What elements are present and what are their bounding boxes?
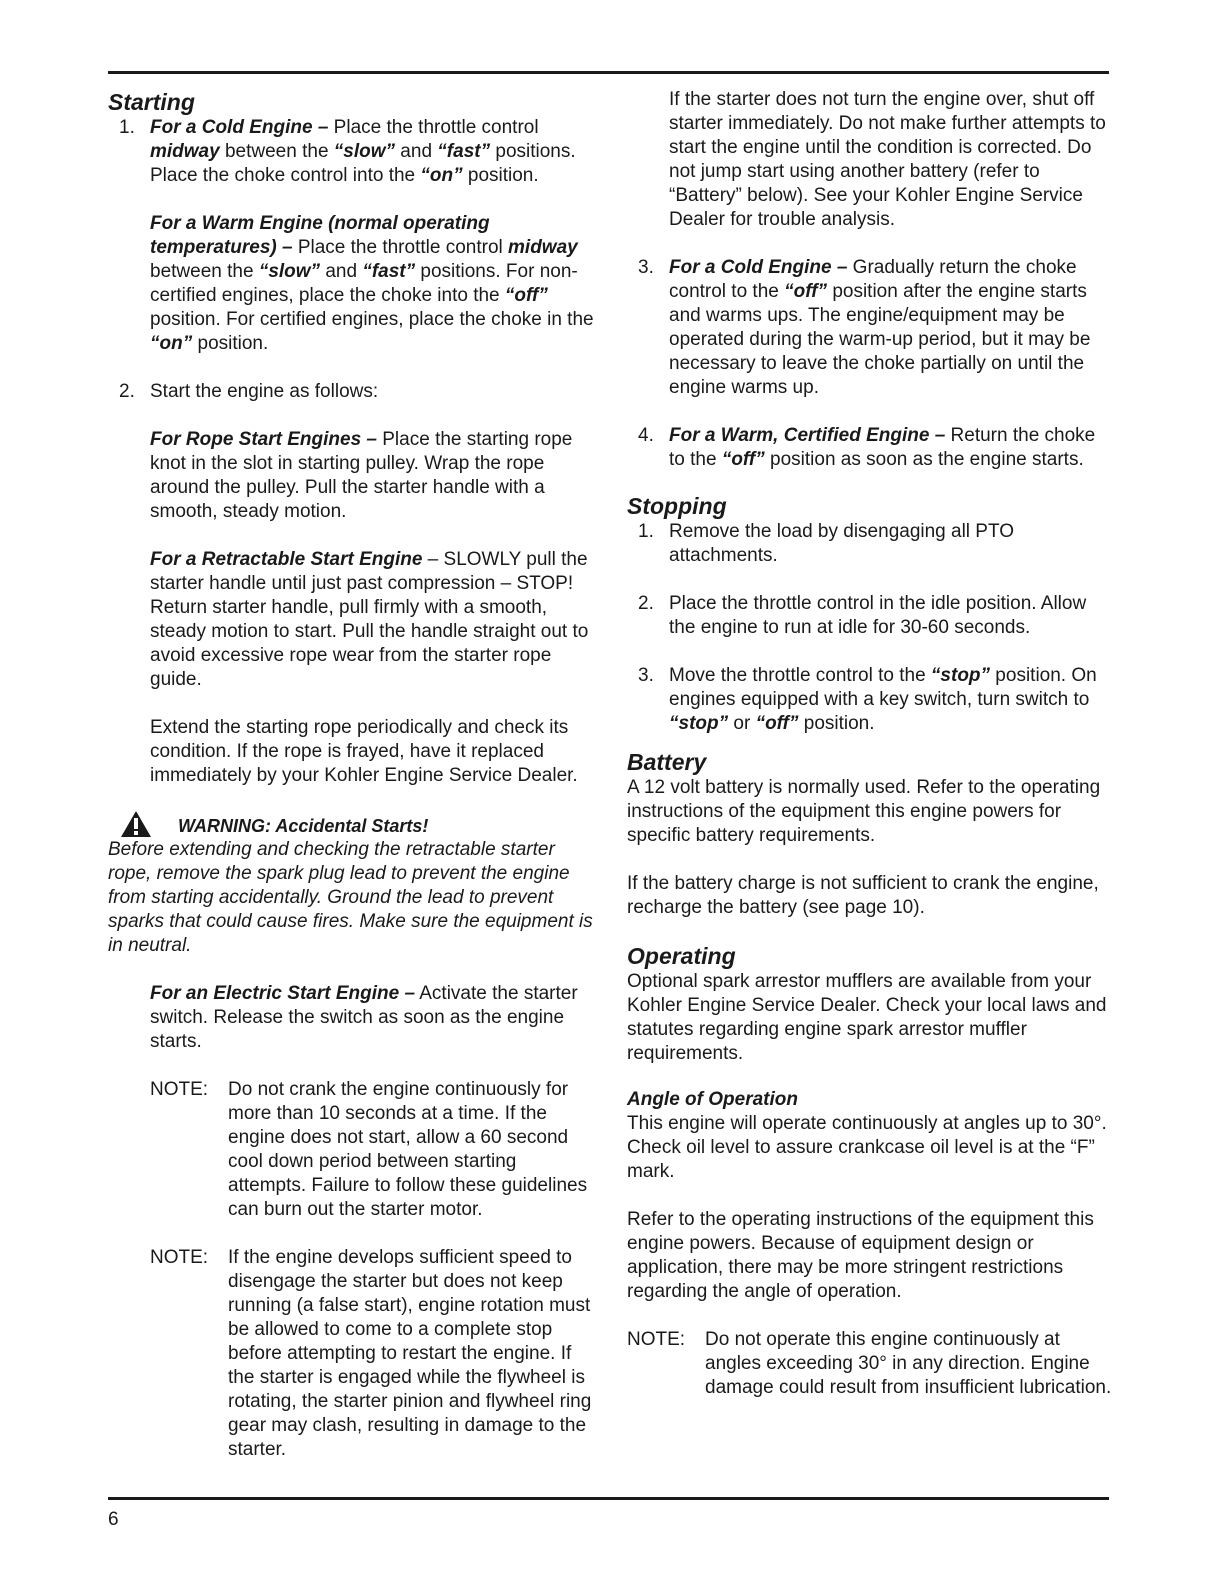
right-column bbox=[627, 88, 1112, 1400]
warning-header bbox=[108, 808, 596, 838]
stopping-item-3: 3. Move the throttle control to the “stop” position. On engines equipped with a key switch, turn switch to “stop” or “off” position. bbox=[638, 665, 1097, 734]
starting-item-4: 4. For a Warm, Certified Engine – Return the choke to the “off” position as soon as the engine starts. bbox=[638, 425, 1096, 470]
note-label: NOTE: bbox=[150, 1247, 209, 1268]
battery-paragraph-1: A 12 volt battery is normally used. Refer to the operating instructions of the equipment this engine powers for specific battery requirements. bbox=[627, 777, 1101, 846]
left-column bbox=[108, 88, 596, 1462]
angle-paragraph-2: Refer to the operating instructions of the equipment this engine powers. Because of equipment design or application, there may be more stringent restrictions regarding the angle of operation. bbox=[627, 1209, 1094, 1302]
battery-paragraph-2: If the battery charge is not sufficient to crank the engine, recharge the battery (see page 10). bbox=[627, 873, 1099, 918]
electric-start-paragraph: For an Electric Start Engine – Activate the starter switch. Release the switch as soon as the engine starts. bbox=[150, 983, 578, 1052]
list-number: 4. bbox=[638, 425, 654, 446]
battery-heading: Battery bbox=[627, 749, 707, 775]
note-label: NOTE: bbox=[150, 1079, 209, 1100]
list-number: 1. bbox=[119, 117, 135, 138]
note-text: Do not crank the engine continuously for more than 10 seconds at a time. If the engine does not start, allow a 60 second cool down period between starting attempts. Failure to follow these guidelines can burn out the starter motor. bbox=[228, 1079, 588, 1220]
starting-item-1 bbox=[108, 116, 596, 356]
warm-engine-paragraph: For a Warm Engine (normal operating temperatures) – Place the throttle control midway between the “slow” and “fast” positions. For non-certified engines, place the choke into the “off” position. For certified engines, place the choke in the “on” position. bbox=[150, 213, 594, 354]
list-number: 2. bbox=[119, 381, 135, 402]
stopping-item-2: 2. Place the throttle control in the idle position. Allow the engine to run at idle for 30-60 seconds. bbox=[638, 593, 1087, 638]
operating-heading: Operating bbox=[627, 943, 736, 969]
warning-title: WARNING: Accidental Starts! bbox=[178, 816, 429, 836]
starting-heading: Starting bbox=[108, 89, 195, 115]
note-false-start bbox=[108, 1246, 596, 1462]
list-number: 3. bbox=[638, 257, 654, 278]
extend-rope-paragraph: Extend the starting rope periodically and check its condition. If the rope is frayed, have it replaced immediately by your Kohler Engine Service Dealer. bbox=[150, 717, 578, 786]
stopping-item-1: 1. Remove the load by disengaging all PTO attachments. bbox=[638, 521, 1015, 566]
starting-item-3: 3. For a Cold Engine – Gradually return the choke control to the “off” position after the engine starts and warms ups. The engine/equipment may be operated during the warm-up period, but it may be necessary to leave the choke partially on until the engine warms up. bbox=[638, 257, 1091, 398]
angle-of-operation-heading: Angle of Operation bbox=[627, 1089, 798, 1110]
start-engine-text: Start the engine as follows: bbox=[150, 381, 379, 402]
page-number: 6 bbox=[108, 1509, 119, 1530]
bottom-rule bbox=[108, 1497, 1109, 1500]
angle-paragraph-1: This engine will operate continuously at angles up to 30°. Check oil level to assure crankcase oil level is at the “F” mark. bbox=[627, 1113, 1107, 1182]
stopping-heading: Stopping bbox=[627, 493, 727, 519]
starting-item-2 bbox=[108, 380, 596, 788]
note-text: Do not operate this engine continuously at angles exceeding 30° in any direction. Engine damage could result from insufficient lubrication. bbox=[705, 1329, 1112, 1398]
note-label: NOTE: bbox=[627, 1329, 686, 1350]
top-rule bbox=[108, 71, 1109, 74]
list-number: 1. bbox=[638, 521, 654, 542]
note-crank bbox=[108, 1078, 596, 1222]
operating-paragraph: Optional spark arrestor mufflers are available from your Kohler Engine Service Dealer. Check your local laws and statutes regarding engine spark arrestor muffler requirements. bbox=[627, 971, 1107, 1064]
list-number: 3. bbox=[638, 665, 654, 686]
retractable-start-paragraph: For a Retractable Start Engine – SLOWLY pull the starter handle until just past compression – STOP! Return starter handle, pull firmly with a smooth, steady motion to start. Pull the handle straight out to avoid excessive rope wear from the starter rope guide. bbox=[150, 549, 589, 690]
warning-icon bbox=[120, 810, 152, 838]
list-number: 2. bbox=[638, 593, 654, 614]
note-angle bbox=[627, 1328, 1112, 1400]
warning-body: Before extending and checking the retractable starter rope, remove the spark plug lead to prevent the engine from starting accidentally. Ground the lead to prevent sparks that could cause fires. Make sure the equipment is in neutral. bbox=[108, 839, 593, 956]
starter-continuation-paragraph: If the starter does not turn the engine over, shut off starter immediately. Do not make further attempts to start the engine until the condition is corrected. Do not jump start using another battery (refer to “Battery” below). See your Kohler Engine Service Dealer for trouble analysis. bbox=[669, 89, 1106, 230]
note-text: If the engine develops sufficient speed to disengage the starter but does not keep running (a false start), engine rotation must be allowed to come to a complete stop before attempting to restart the engine. If the starter is engaged while the flywheel is rotating, the starter pinion and flywheel ring gear may clash, resulting in damage to the starter. bbox=[228, 1247, 592, 1460]
rope-start-paragraph: For Rope Start Engines – Place the starting rope knot in the slot in starting pulley. Wrap the rope around the pulley. Pull the starter handle with a smooth, steady motion. bbox=[150, 429, 573, 522]
cold-engine-paragraph: For a Cold Engine – Place the throttle control midway between the “slow” and “fast” positions. Place the choke control into the “on” position. bbox=[150, 117, 576, 186]
